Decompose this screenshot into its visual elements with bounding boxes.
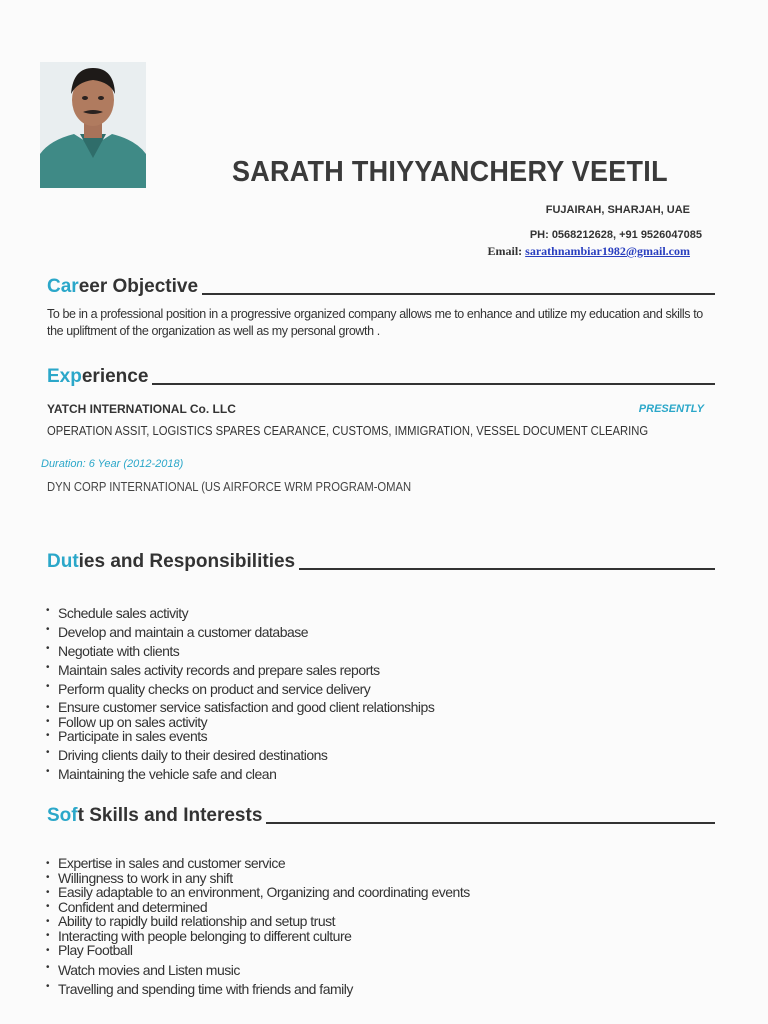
profile-photo (40, 62, 146, 188)
list-item: • Travelling and spending time with friends and family (46, 981, 470, 997)
career-objective-heading: Career Objective (47, 276, 715, 298)
list-item: • Ability to rapidly build relationship and setup trust (46, 914, 470, 929)
experience-heading: Experience (47, 366, 715, 388)
duties-list (46, 605, 434, 782)
list-item: • Willingness to work in any shift (46, 871, 470, 885)
soft-skills-heading: Soft Skills and Interests (47, 805, 715, 827)
heading-rule (266, 822, 715, 824)
list-item: • Play Football (46, 943, 470, 958)
soft-skills-list (46, 856, 470, 997)
duration: Duration: 6 Year (2012-2018) (41, 458, 184, 470)
list-item: • Confident and determined (46, 900, 470, 914)
employment-status: PRESENTLY (638, 403, 704, 415)
phone-numbers: PH: 0568212628, +91 9526047085 (529, 229, 702, 241)
list-item: • Maintain sales activity records and prepare sales reports (46, 662, 434, 678)
list-item: • Watch movies and Listen music (46, 962, 470, 978)
list-item: • Ensure customer service satisfaction and good client relationships (46, 700, 434, 715)
list-item: • Follow up on sales activity (46, 715, 434, 729)
heading-rule (202, 293, 715, 295)
email-link[interactable]: sarathnambiar1982@gmail.com (525, 244, 690, 258)
email-line (488, 244, 691, 259)
heading-rule (299, 568, 715, 570)
email-label: Email: (487, 244, 523, 258)
company-name: YATCH INTERNATIONAL Co. LLC (47, 402, 236, 416)
list-item: • Schedule sales activity (46, 605, 434, 621)
location: FUJAIRAH, SHARJAH, UAE (545, 204, 690, 216)
person-portrait-icon (40, 62, 146, 188)
position-title: OPERATION ASSIT, LOGISTICS SPARES CEARANCE, CUSTOMS, IMMIGRATION, VESSEL DOCUMENT CLEARING (47, 424, 649, 438)
list-item: • Develop and maintain a customer database (46, 624, 434, 640)
heading-rule (152, 383, 715, 385)
list-item: • Participate in sales events (46, 729, 434, 743)
duties-heading: Duties and Responsibilities (47, 551, 715, 573)
list-item: • Perform quality checks on product and service delivery (46, 681, 434, 697)
list-item: • Interacting with people belonging to different culture (46, 929, 470, 943)
list-item: • Expertise in sales and customer service (46, 856, 470, 871)
list-item: • Driving clients daily to their desired destinations (46, 747, 434, 763)
list-item: • Negotiate with clients (46, 643, 434, 659)
candidate-name: SARATH THIYYANCHERY VEETIL (232, 156, 668, 188)
list-item: • Easily adaptable to an environment, Organizing and coordinating events (46, 885, 470, 900)
previous-employer: DYN CORP INTERNATIONAL (US AIRFORCE WRM PROGRAM-OMAN (47, 480, 412, 494)
career-objective-text: To be in a professional position in a progressive organized company allows me to enhance and utilize my education and skills to the upliftment of the organization as well as my personal growth . (47, 307, 703, 338)
list-item: • Maintaining the vehicle safe and clean (46, 766, 434, 782)
